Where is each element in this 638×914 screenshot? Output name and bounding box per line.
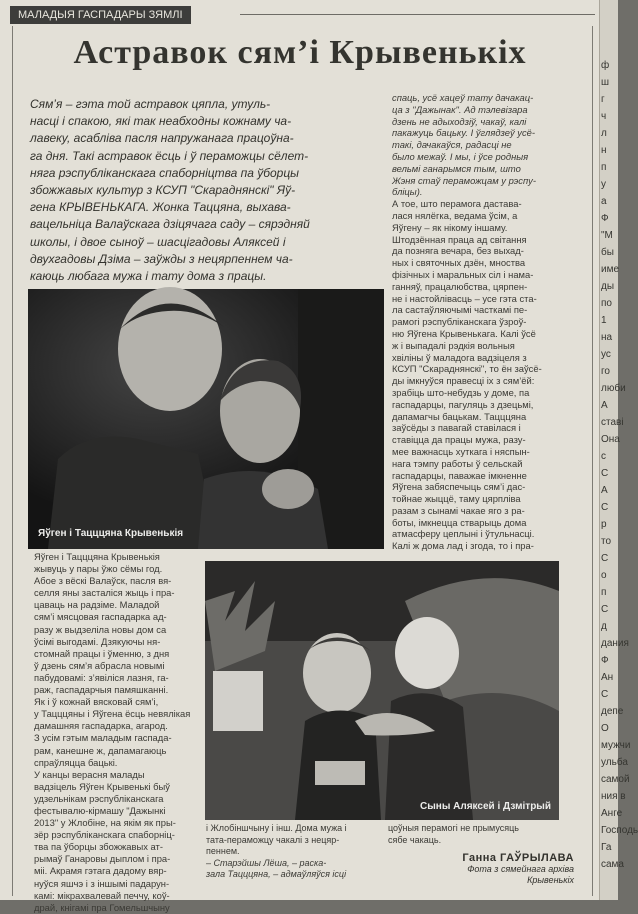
article-line: зёр рэспубліканскага спаборніц- — [34, 829, 175, 841]
adjacent-page-fragment: мужчи — [601, 740, 631, 751]
article-column-bottom — [206, 823, 382, 881]
adjacent-page-fragment: с — [601, 451, 606, 462]
article-line: ганняў, працалюбства, цярпен- — [392, 280, 528, 292]
photo-credit — [424, 864, 574, 886]
article-line: ню Яўгена Крывенькага. Калі ўсё — [392, 327, 536, 339]
couple-photo-caption: Яўген і Тацццяна Крывенькія — [38, 528, 184, 539]
adjacent-page-fragment: С — [601, 604, 609, 615]
article-line: камі: мікрахвалевай печчу, коў- — [34, 889, 170, 901]
article-line: – Старэйшы Лёша, – раска- — [206, 857, 327, 868]
couple-photo-image — [28, 289, 384, 549]
adjacent-page-fragment: бы — [601, 247, 614, 258]
article-line: рамогі рэспубліканскага ўзроў- — [392, 316, 527, 328]
adjacent-page-fragment: дания — [601, 638, 629, 649]
article-line: вадзіцель Яўген Крывенькі быў — [34, 780, 170, 792]
adjacent-page-fragment: С — [601, 553, 609, 564]
article-frame-right — [592, 26, 593, 896]
adjacent-page-fragment: 1 — [601, 315, 607, 326]
article-line: сям’і мясцовая гаспадарка ад- — [34, 611, 167, 623]
article-line: ўсімі выгодамі. Дзякуючы ня- — [34, 635, 161, 647]
lead-line: гена КРЫВЕНЬКАГА. Жонка Таццяна, выхава- — [30, 200, 291, 215]
article-line: 2013" у Жлобіне, на якім як пры- — [34, 817, 176, 829]
article-line: спаць, усё хацеў тату дачакац- — [392, 92, 534, 103]
adjacent-page-fragment: Ан — [601, 672, 614, 683]
article-line: зала Тацццяна, – адмаўляўся ісці — [206, 869, 347, 879]
article-line: ды імкнуўся правесці іх з сям’ёй: — [392, 375, 535, 387]
lead-line: насці і спакою, які так неабходны кожнаму ча- — [30, 114, 292, 129]
article-byline — [424, 852, 574, 886]
adjacent-page-fragment: депе — [601, 706, 624, 717]
article-line: ла састаўляючымі часткамі пе- — [392, 304, 528, 316]
rubric-rule — [240, 14, 595, 15]
article-line: Як і ў кожнай вясковай сям’і, — [34, 696, 159, 708]
photo-credit-line: Фота з сямейнага архіва — [467, 864, 574, 874]
article-line: атмасферу цеплыні і ўтульнасці. — [392, 528, 535, 540]
article-line: боты, імкнецца стварыць дома — [392, 516, 527, 528]
article-line: не і настойлівасць – усе гэта ста- — [392, 292, 537, 304]
article-line: бліцы). — [392, 186, 423, 198]
article-line: хвіліны ў маладога вадзіцеля з — [392, 351, 527, 363]
article-frame-left — [12, 26, 13, 896]
adjacent-page-fragment: п — [601, 587, 607, 598]
article-line: ў дзень сям’я абрасла новымі — [34, 659, 165, 671]
article-line: рымаў Ганаровы дыплом і пра- — [34, 853, 171, 865]
adjacent-page-fragment: о — [601, 570, 607, 581]
adjacent-page-fragment: г — [601, 94, 605, 105]
lead-line: школы, і двое сыноў – шасцігадовы Аляксей і — [30, 234, 286, 249]
adjacent-page-fragment: го — [601, 366, 610, 377]
adjacent-page-fragment: Анге — [601, 808, 623, 819]
adjacent-page-fragment: С — [601, 689, 609, 700]
adjacent-page-fragment: ус — [601, 349, 611, 360]
article-line: лася нялёгка, ведама ўсім, а — [392, 209, 518, 221]
adjacent-page-fragment: Ф — [601, 655, 609, 666]
article-line: Абое з вёскі Валаўск, пасля вя- — [34, 575, 172, 587]
sons-photo-caption: Сыны Аляксей і Дзмітрый — [420, 801, 551, 812]
lead-line: двухгадовы Дзіма – заўжды з нецярпеннем ча- — [30, 251, 293, 266]
adjacent-page-fragment: ч — [601, 111, 607, 122]
article-line: тва па ўборцы збожжавых ат- — [34, 841, 163, 853]
article-line: цаваць на радзіме. Маладой — [34, 599, 160, 611]
adjacent-page-fragment: име — [601, 264, 620, 275]
adjacent-page-fragment: н — [601, 145, 607, 156]
lead-line: Сям’я – гэта той астравок цяпла, утуль- — [30, 97, 271, 111]
adjacent-page-fragment: по — [601, 298, 612, 309]
article-line: зрабіць што-небудзь у доме, па — [392, 386, 530, 398]
article-line: пабудовамі: з’явіліся лазня, га- — [34, 671, 169, 683]
sons-photo — [205, 561, 559, 820]
article-line: пакажуць бацьку. І ўглядзеў усё- — [392, 127, 535, 139]
article-line: А тое, што перамога дастава- — [392, 198, 522, 210]
article-line: разу ж выдзеліла новы дом са — [34, 623, 167, 635]
adjacent-page-fragment: на — [601, 332, 613, 343]
lead-line: няга рэспубліканскага спаборніцтва па ўборцы — [30, 165, 300, 180]
article-line: стомнай працы і ўменню, з дня — [34, 647, 170, 659]
section-rubric: МАЛАДЫЯ ГАСПАДАРЫ ЗЯМЛІ — [10, 6, 191, 24]
article-line: і Жлобіншчыну і інш. Дома мужа і — [206, 823, 347, 833]
adjacent-page-fragment: О — [601, 723, 609, 734]
article-line: КСУП "Скараднянскі", то ён заўсё- — [392, 363, 542, 375]
article-line: Яўген і Тацццяна Крывенькія — [34, 551, 160, 562]
article-line: пеннем. — [206, 846, 240, 856]
article-line: Штодзённая праца ад світання — [392, 233, 527, 245]
article-line: спраўляцца бацькі. — [34, 756, 118, 768]
article-line: ца з "Дажынак". Ад тэлевізара — [392, 103, 528, 115]
article-line: Яўгена забяспечыць сям’і дас- — [392, 481, 526, 493]
article-line: драй, кнігамі пра Гомельшчыну — [34, 901, 170, 913]
article-line: дапамагчы бацькам. Тацццяна — [392, 410, 527, 422]
article-line: Калі ж дома лад і згода, то і пра- — [392, 540, 534, 552]
lead-line: каюць любага мужа і тату дома з працы. — [30, 269, 267, 284]
adjacent-page-fragment: "М — [601, 230, 613, 241]
adjacent-page-fragment: ставі — [601, 417, 624, 428]
lead-line: збожжавых культур з КСУП "Скараднянскі" Яў- — [30, 183, 296, 198]
adjacent-page-fragment: Га — [601, 842, 612, 853]
photo-credit-line: Крывенькіх — [527, 875, 574, 885]
article-line: фестывалю-кірмашу "Дажынкі — [34, 804, 166, 816]
article-line: ставіцца да працы мужа, разу- — [392, 434, 526, 446]
adjacent-page-fragment: А — [601, 485, 608, 496]
article-line: мее важнасць хуткага і няспын- — [392, 445, 530, 457]
adjacent-page-fragment: А — [601, 400, 608, 411]
article-line: селля яны засталіся жыць і пра- — [34, 587, 175, 599]
adjacent-page-fragment: д — [601, 621, 607, 632]
article-line: З усім гэтым маладым гаспада- — [34, 732, 172, 744]
lead-line: га дня. Такі астравок ёсць і ў пераможцы сёлет- — [30, 148, 309, 163]
article-line: У канцы верасня малады — [34, 768, 145, 780]
adjacent-page-edge — [600, 0, 638, 900]
article-line: было межаў. І мы, і ўсе родныя — [392, 150, 529, 162]
article-line: удзельнікам рэспубліканскага — [34, 792, 164, 804]
article-line: такі, дачакаўся, радасці не — [392, 139, 512, 151]
article-line: гаспадарцы, пагуляць з дзецьмі, — [392, 398, 534, 410]
adjacent-page-fragment: С — [601, 502, 609, 513]
article-line: гаспадарцы, паважае імкненне — [392, 469, 527, 481]
adjacent-page-fragment: ния в — [601, 791, 626, 802]
article-line: ж і выпадалі рэдкія вольныя — [392, 339, 515, 351]
adjacent-page-fragment: Ф — [601, 213, 609, 224]
article-line: ных і святочных дзён, мноства — [392, 257, 526, 269]
adjacent-page-fragment: ш — [601, 77, 610, 88]
article-line: дамашняя гаспадарка, агарод. — [34, 720, 168, 732]
article-line: нага тэмпу работы ў сельскай — [392, 457, 523, 469]
couple-photo — [28, 289, 384, 549]
article-line: нуўся яшчэ і з іншымі падарун- — [34, 877, 170, 889]
adjacent-page-fragment: ды — [601, 281, 615, 292]
article-column-right — [392, 92, 586, 552]
sons-photo-image — [205, 561, 559, 820]
article-line: раж, гаспадарчыя памяшканні. — [34, 684, 169, 696]
article-headline: Астравок сям’і Крывенькіх — [73, 34, 527, 71]
adjacent-page-fragment: л — [601, 128, 607, 139]
article-line: вельмі ганарымся тым, што — [392, 162, 521, 174]
article-line: жывуць у пары ўжо сёмы год. — [34, 563, 163, 575]
article-line: да позняга вечара, без выхад- — [392, 245, 524, 257]
lead-line: лавеку, асабліва пасля напружанага працоўна- — [30, 131, 294, 146]
article-line: заўсёды з павагай ставілася і — [392, 422, 521, 434]
article-line: тойнае жыццё, таму цярпліва — [392, 493, 521, 505]
article-lead — [30, 96, 386, 285]
adjacent-page-fragment: а — [601, 196, 607, 207]
article-line: тата-пераможцу чакалі з нецяр- — [206, 834, 340, 845]
adjacent-page-fragment: С — [601, 468, 609, 479]
adjacent-page-fragment: люби — [601, 383, 626, 394]
article-line: Яўгену – як нікому іншаму. — [392, 221, 508, 233]
article-line: у Тацццяны і Яўгена ёсць невялікая — [34, 708, 191, 720]
article-line: міі. Акрамя гэтага дадому вяр- — [34, 865, 167, 877]
article-line: сябе чакаць. — [388, 834, 442, 845]
article-column-left — [34, 551, 206, 914]
article-line: фізічных і маральных сіл і нама- — [392, 268, 534, 280]
adjacent-page-fragment: ульба — [601, 757, 628, 768]
lead-line: вацельніца Валаўскага дзіцячага саду – сярэдняй — [30, 217, 310, 232]
article-line: рам, канешне ж, дапамагаюць — [34, 744, 167, 756]
adjacent-page-fragment: п — [601, 162, 607, 173]
adjacent-page-fragment: сама — [601, 859, 624, 870]
adjacent-page-fragment: Господь — [601, 825, 638, 836]
article-line: Жэня стаў пераможцам у рэспу- — [392, 174, 536, 186]
adjacent-page-fragment: самой — [601, 774, 630, 785]
article-column-bottom-right — [388, 823, 578, 846]
adjacent-page-fragment: ф — [601, 60, 610, 71]
adjacent-page-fragment: то — [601, 536, 612, 547]
article-line: цоўныя перамогі не прымусяць — [388, 823, 519, 833]
adjacent-page-fragment: у — [601, 179, 606, 190]
article-line: дзень не адыходзіў, чакаў, калі — [392, 115, 527, 127]
adjacent-page-fragment: Она — [601, 434, 620, 445]
adjacent-page-fragment: р — [601, 519, 607, 530]
author-name: Ганна ГАЎРЫЛАВА — [462, 852, 574, 864]
article-line: разам з сынамі чакае яго з ра- — [392, 504, 525, 516]
